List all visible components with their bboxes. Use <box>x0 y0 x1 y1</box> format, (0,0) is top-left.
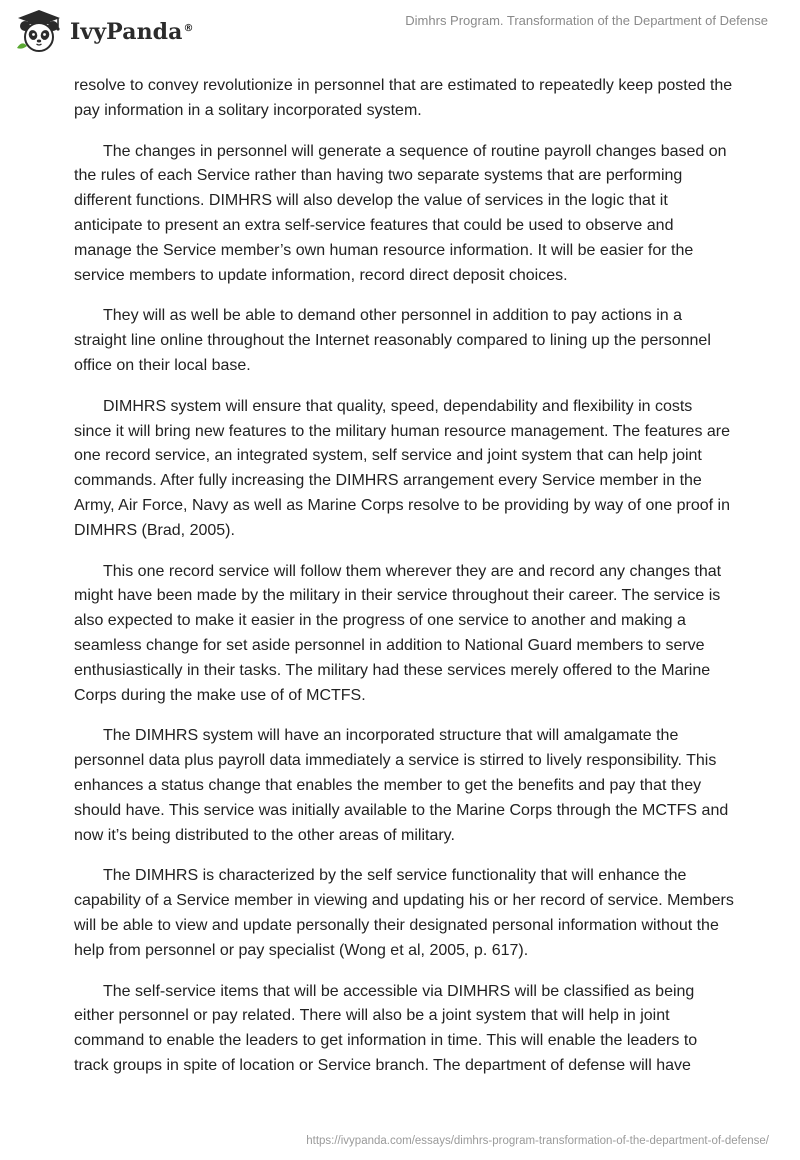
brand-logo[interactable] <box>14 8 194 54</box>
paragraph: The DIMHRS is characterized by the self service functionality that will enhance the capability of a Service member in viewing and updating his or her record of service. Members will be able to view and update personally their designated personal information without the help from personnel or pay specialist (Wong et al, 2005, p. 617). <box>74 867 734 959</box>
paragraph: This one record service will follow them wherever they are and record any changes that might have been made by the military in their service throughout their career. The service is also expected to make it easier in the progress of one service to another and making a seamless change for set aside personnel in addition to National Guard members to serve enthusiastically in their tasks. The military had these services merely offered to the Marine Corps during the make use of of MCTFS. <box>74 562 722 704</box>
source-url-link[interactable]: https://ivypanda.com/essays/dimhrs-program-transformation-of-the-department-of-defense/ <box>306 1135 769 1147</box>
panda-graduate-icon <box>14 8 64 54</box>
paragraph: They will as well be able to demand other personnel in addition to pay actions in a straight line online throughout the Internet reasonably compared to lining up the personnel office on their local base. <box>74 307 711 374</box>
document-title: Dimhrs Program. Transformation of the Department of Defense <box>405 13 768 28</box>
paragraph: DIMHRS system will ensure that quality, speed, dependability and flexibility in costs since it will bring new features to the military human resource management. The features are one record service, an integrated system, self service and joint system that can help joint commands. After fully increasing the DIMHRS arrangement every Service member in the Army, Air Force, Navy as well as Marine Corps resolve to be providing by way of one proof in DIMHRS (Brad, 2005). <box>74 397 731 539</box>
essay-body <box>74 74 734 1095</box>
brand-name: IvyPanda® <box>70 19 194 45</box>
paragraph: The self-service items that will be accessible via DIMHRS will be classified as being either personnel or pay related. There will also be a joint system that will help in joint command to enable the leaders to get information in time. This will enable the leaders to track groups in spite of location or Service branch. The department of defense will have <box>74 982 698 1074</box>
paragraph: The DIMHRS system will have an incorporated structure that will amalgamate the personnel data plus payroll data immediately a service is stirred to lively responsibility. This enhances a status change that enables the member to get the benefits and pay that they should have. This service was initially available to the Marine Corps through the MCTFS and now it’s being distributed to the other areas of military. <box>74 727 729 844</box>
paragraph: The changes in personnel will generate a sequence of routine payroll changes based on the rules of each Service rather than having two separate systems that are performing different functions. DIMHRS will also develop the value of services in the logic that it anticipate to present an extra self-service features that could be used to observe and manage the Service member’s own human resource information. It will be easier for the service members to update information, record direct deposit choices. <box>74 142 727 284</box>
page-header <box>0 0 800 62</box>
paragraph: resolve to convey revolutionize in personnel that are estimated to repeatedly keep posted the pay information in a solitary incorporated system. <box>74 77 733 119</box>
